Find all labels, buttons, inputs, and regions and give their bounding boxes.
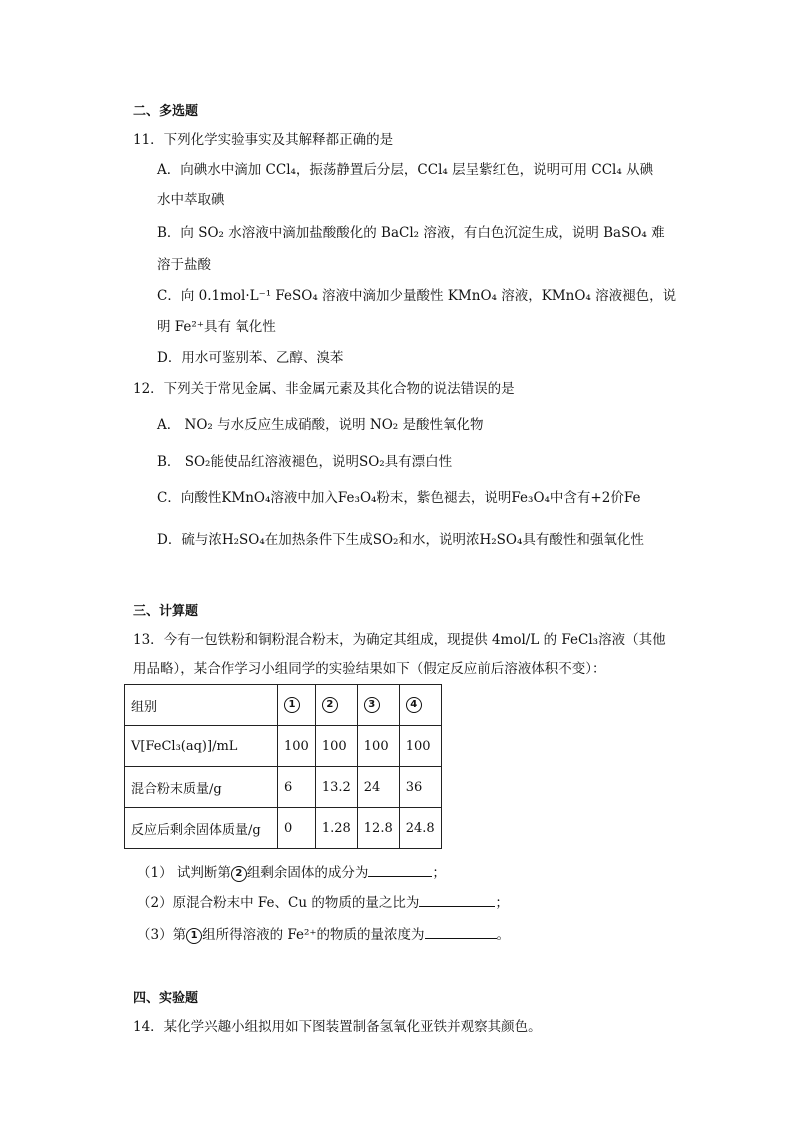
results-table xyxy=(124,684,442,849)
table-header-group-4: 4 xyxy=(399,685,441,726)
q13-sub3-end: 。 xyxy=(496,927,511,943)
q13-sub3-prefix: （3）第 xyxy=(137,927,187,943)
table-cell: 24 xyxy=(357,767,399,808)
q12-stem: 12．下列关于常见金属、非金属元素及其化合物的说法错误的是 xyxy=(133,381,515,397)
section-4-heading: 四、实验题 xyxy=(133,991,199,1006)
table-cell: 1.28 xyxy=(315,808,357,849)
q13-sub3-text: 组所得溶液的 Fe²⁺的物质的量浓度为 xyxy=(202,927,425,943)
q12-option-d: D．硫与浓H₂SO₄在加热条件下生成SO₂和水，说明浓H₂SO₄具有酸性和强氧化性 xyxy=(157,532,644,548)
q13-stem-line1: 13．今有一包铁粉和铜粉混合粉末，为确定其组成，现提供 4mol/L 的 FeCl₃溶液（其他 xyxy=(133,632,666,648)
table-cell: 12.8 xyxy=(357,808,399,849)
table-cell: 100 xyxy=(278,726,316,767)
table-cell: 0 xyxy=(278,808,316,849)
q13-sub2 xyxy=(137,892,509,912)
q12-option-a: A． NO₂ 与水反应生成硝酸，说明 NO₂ 是酸性氧化物 xyxy=(157,417,484,433)
group-number-badge: 1 xyxy=(186,928,202,944)
q13-sub3 xyxy=(137,924,510,944)
table-cell: 6 xyxy=(278,767,316,808)
q11-stem: 11．下列化学实验事实及其解释都正确的是 xyxy=(133,132,394,148)
table-cell: 36 xyxy=(399,767,441,808)
q11-option-c-line1: C．向 0.1mol·L⁻¹ FeSO₄ 溶液中滴加少量酸性 KMnO₄ 溶液，KMnO₄ 溶液褪色，说 xyxy=(157,288,677,304)
table-cell: 24.8 xyxy=(399,808,441,849)
table-row xyxy=(125,808,442,849)
section-3-heading: 三、计算题 xyxy=(133,604,199,619)
table-row-label: V[FeCl₃(aq)]/mL xyxy=(125,726,278,767)
q13-sub1-text: 组剩余固体的成分为 xyxy=(246,865,369,881)
q13-sub1 xyxy=(137,862,446,882)
q11-option-d: D．用水可鉴别苯、乙醇、溴苯 xyxy=(157,350,344,366)
table-header-group-3: 3 xyxy=(357,685,399,726)
table-cell: 100 xyxy=(357,726,399,767)
q13-sub1-prefix: （1） 试判断第 xyxy=(137,865,231,881)
table-header-group-2: 2 xyxy=(315,685,357,726)
table-header-label: 组别 xyxy=(125,685,278,726)
q11-option-c-line2: 明 Fe²⁺具有 氧化性 xyxy=(157,319,276,335)
group-number-badge: 2 xyxy=(231,866,247,882)
q11-option-a-line2: 水中萃取碘 xyxy=(157,192,225,208)
q13-sub2-end: ； xyxy=(495,895,509,911)
section-2-heading: 二、多选题 xyxy=(133,104,199,119)
answer-blank[interactable] xyxy=(425,924,497,939)
table-cell: 100 xyxy=(399,726,441,767)
table-row-label: 反应后剩余固体质量/g xyxy=(125,808,278,849)
table-cell: 100 xyxy=(315,726,357,767)
answer-blank[interactable] xyxy=(419,892,495,907)
answer-blank[interactable] xyxy=(368,862,432,877)
table-cell: 13.2 xyxy=(315,767,357,808)
table-row xyxy=(125,726,442,767)
q11-option-b-line2: 溶于盐酸 xyxy=(157,257,211,273)
q14-stem: 14．某化学兴趣小组拟用如下图装置制备氢氧化亚铁并观察其颜色。 xyxy=(133,1019,542,1035)
table-row-label: 混合粉末质量/g xyxy=(125,767,278,808)
table-header-group-1: 1 xyxy=(278,685,316,726)
table-header-row xyxy=(125,685,442,726)
q13-sub2-text: （2）原混合粉末中 Fe、Cu 的物质的量之比为 xyxy=(137,895,420,911)
q11-option-a-line1: A．向碘水中滴加 CCl₄，振荡静置后分层，CCl₄ 层呈紫红色，说明可用 CCl₄ 从碘 xyxy=(157,162,654,178)
q12-option-b: B． SO₂能使品红溶液褪色，说明SO₂具有漂白性 xyxy=(157,454,453,470)
q11-option-b-line1: B．向 SO₂ 水溶液中滴加盐酸酸化的 BaCl₂ 溶液，有白色沉淀生成，说明 BaSO₄ 难 xyxy=(157,225,665,241)
q13-sub1-end: ； xyxy=(432,865,446,881)
q12-option-c: C．向酸性KMnO₄溶液中加入Fe₃O₄粉末，紫色褪去，说明Fe₃O₄中含有+2价Fe xyxy=(157,490,641,506)
q13-stem-line2: 用品略），某合作学习小组同学的实验结果如下（假定反应前后溶液体积不变）： xyxy=(133,661,606,677)
table-row xyxy=(125,767,442,808)
